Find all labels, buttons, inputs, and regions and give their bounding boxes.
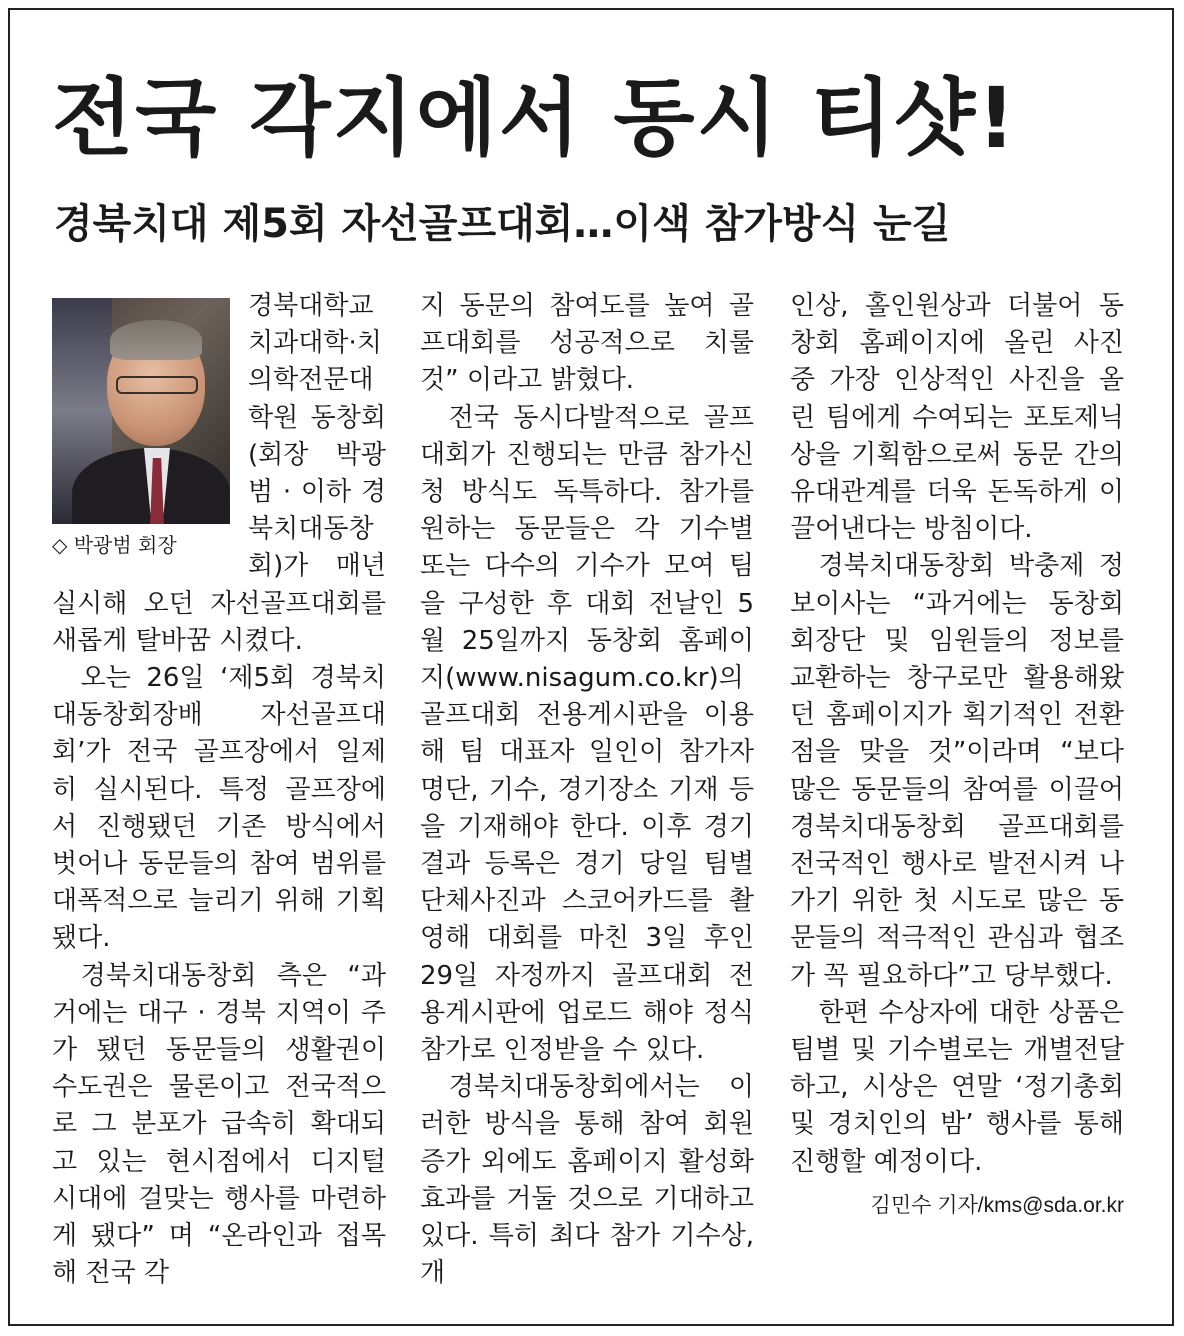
article-subheadline: 경북치대 제5회 자선골프대회…이색 참가방식 눈길 (54, 201, 951, 247)
article-column-2 (420, 288, 754, 1292)
article-paragraph: 전국 동시다발적으로 골프대회가 진행되는 만큼 참가신청 방식도 독특하다. 참가를 원하는 동문들은 각 기수별 또는 다수의 기수가 모여 팀을 구성한 후 대회 전날인 5월 25일까지 동창회 홈페이지(www.nisagum.co.kr)의 골프대회 전용게시판을 이용해 팀 대표자 일인이 참가자 명단, 기수, 경기장소 기재 등을 기재해야 한다. 이후 경기결과 등록은 경기 당일 팀별 단체사진과 스코어카드를 촬영해 대회를 마친 3일 후인 29일 자정까지 골프대회 전용게시판에 업로드 해야 정식 참가로 인정받을 수 있다. (420, 402, 754, 1066)
article-byline: 김민수 기자/kms@sda.or.kr (870, 1193, 1124, 1217)
article-paragraph: 오는 26일 ‘제5회 경북치대동창회장배 자선골프대회’가 전국 골프장에서 일제히 실시된다. 특정 골프장에서 진행됐던 기존 방식에서 벗어나 동문들의 참여 범위를 대폭적으로 늘리기 위해 기획됐다. (52, 663, 386, 954)
article-paragraph: 한편 수상자에 대한 상품은 팀별 및 기수별로는 개별전달하고, 시상은 연말 ‘정기총회 및 경치인의 밤’ 행사를 통해 진행할 예정이다. (790, 997, 1124, 1177)
article-column-1 (52, 288, 386, 1292)
article-paragraph: 지 동문의 참여도를 높여 골프대회를 성공적으로 치룰 것” 이라고 밝혔다. (420, 291, 754, 396)
president-portrait-photo (52, 298, 230, 524)
article-paragraph: 인상, 홀인원상과 더불어 동창회 홈페이지에 올린 사진 중 가장 인상적인 사진을 올린 팀에게 수여되는 포토제닉상을 기획함으로써 동문 간의 유대관계를 더욱 돈독하게 이끌어낸다는 방침이다. (790, 291, 1124, 545)
article-paragraph: 경북치대동창회 측은 “과거에는 대구 · 경북 지역이 주가 됐던 동문들의 생활권이 수도권은 물론이고 전국적으로 그 분포가 급속히 확대되고 있는 현시점에서 디지털 시대에 걸맞는 행사를 마련하게 됐다” 며 “온라인과 접목해 전국 각 (52, 960, 386, 1289)
photo-caption: ◇ 박광범 회장 (52, 533, 177, 557)
article-paragraph: 경북치대동창회 박충제 정보이사는 “과거에는 동창회 회장단 및 임원들의 정보를 교환하는 창구로만 활용해왔던 홈페이지가 획기적인 전환점을 맞을 것”이라며 “보다 많은 동문들의 참여를 이끌어 경북치대동창회 골프대회를 전국적인 행사로 발전시켜 나가기 위한 첫 시도로 많은 동문들의 적극적인 관심과 협조가 꼭 필요하다”고 당부했다. (790, 551, 1124, 991)
article-paragraph: 경북대학교 치과대학·치의학전문대학원 동창회(회장 박광범 · 이하 경북치대동창회)가 매년 실시해 오던 자선골프대회를 새롭게 탈바꿈 시켰다. (52, 291, 386, 656)
article-column-3 (790, 288, 1124, 1221)
article-paragraph: 경북치대동창회에서는 이러한 방식을 통해 참여 회원 증가 외에도 홈페이지 활성화 효과를 거둘 것으로 기대하고 있다. 특히 최다 참가 기수상, 개 (420, 1072, 754, 1289)
article-headline: 전국 각지에서 동시 티샷! (52, 69, 1018, 167)
